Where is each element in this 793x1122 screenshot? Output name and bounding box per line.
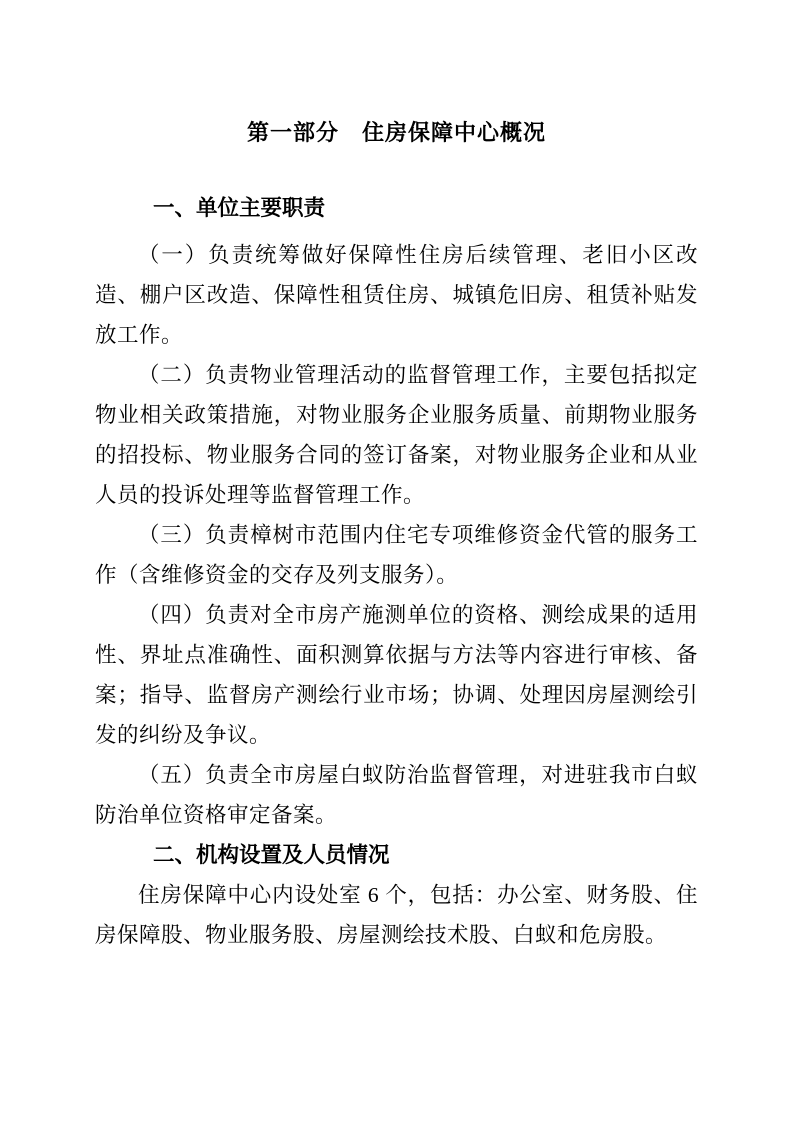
section-heading-duties: 一、单位主要职责 [153, 196, 326, 220]
document-title: 第一部分 住房保障中心概况 [246, 120, 546, 145]
duty-paragraph-3: （三）负责樟树市范围内住宅专项维修资金代管的服务工作（含维修资金的交存及列支服务）。 [95, 523, 698, 587]
section-heading-organization: 二、机构设置及人员情况 [153, 843, 390, 867]
duty-paragraph-1: （一）负责统筹做好保障性住房后续管理、老旧小区改造、棚户区改造、保障性租赁住房、城镇危旧房、租赁补贴发放工作。 [95, 243, 698, 347]
organization-paragraph: 住房保障中心内设处室 6 个，包括：办公室、财务股、住房保障股、物业服务股、房屋测绘技术股、白蚁和危房股。 [95, 883, 698, 947]
duty-paragraph-5: （五）负责全市房屋白蚁防治监督管理，对进驻我市白蚁防治单位资格审定备案。 [95, 763, 698, 827]
duty-paragraph-4: （四）负责对全市房产施测单位的资格、测绘成果的适用性、界址点准确性、面积测算依据与方法等内容进行审核、备案；指导、监督房产测绘行业市场；协调、处理因房屋测绘引发的纠纷及争议。 [95, 603, 698, 747]
duty-paragraph-2: （二）负责物业管理活动的监督管理工作，主要包括拟定物业相关政策措施，对物业服务企业服务质量、前期物业服务的招投标、物业服务合同的签订备案，对物业服务企业和从业人员的投诉处理等监督管理工作。 [95, 363, 698, 507]
